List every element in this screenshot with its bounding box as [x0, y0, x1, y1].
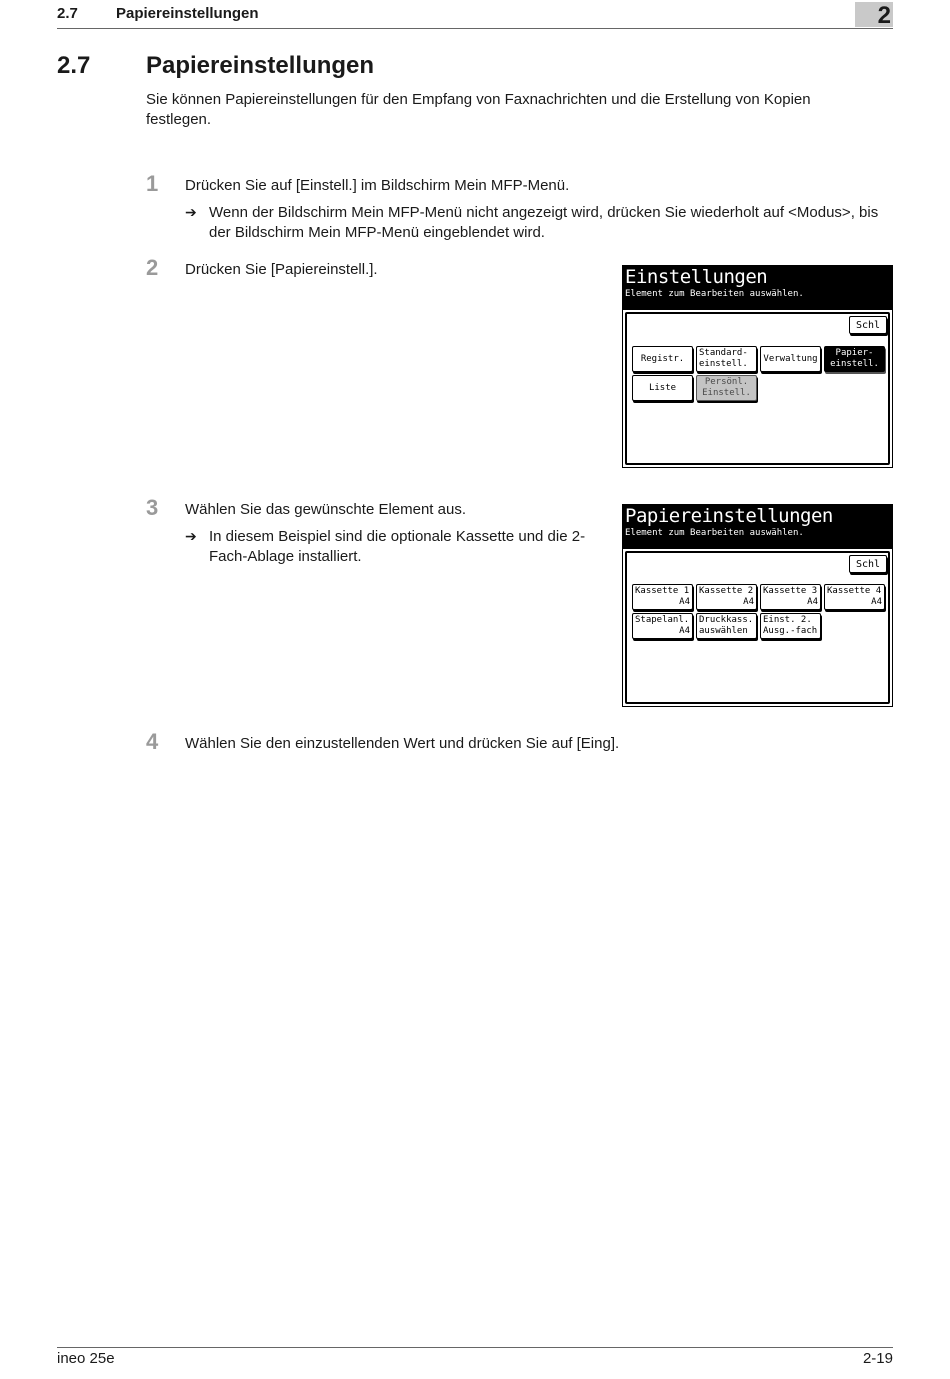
kassette-1-button[interactable] — [632, 584, 693, 610]
paper-size-label: A4 — [807, 597, 818, 607]
arrow-icon: ➔ — [185, 528, 197, 544]
step-number: 1 — [146, 171, 159, 196]
section-intro: Sie können Papiereinstellungen für den Empfang von Faxnachrichten und die Erstellung von Kopien festlegen. — [146, 91, 811, 128]
button-label: Papier- — [835, 348, 874, 358]
stapelanlage-button[interactable] — [632, 613, 693, 639]
screen-panel — [625, 312, 890, 465]
registr-button[interactable]: Registr. — [632, 346, 693, 372]
paper-size-label: A4 — [871, 597, 882, 607]
button-label: auswählen — [699, 626, 748, 636]
button-label: Persönl. — [704, 377, 749, 387]
button-label: Stapelanl. — [635, 615, 690, 625]
button-label: Kassette 3 — [763, 586, 818, 596]
screen-header — [623, 266, 892, 310]
step-number: 4 — [146, 729, 159, 754]
step-text: Drücken Sie [Papiereinstell.]. — [185, 261, 378, 278]
button-label: einstell. — [830, 359, 879, 369]
papier-einstell-button[interactable] — [824, 346, 885, 372]
chapter-number: 2 — [877, 2, 891, 29]
button-label: Einstell. — [702, 388, 751, 398]
kassette-3-button[interactable] — [760, 584, 821, 610]
footer-product: ineo 25e — [57, 1350, 115, 1367]
screen-title: Papiereinstellungen — [625, 505, 833, 527]
button-label: Standard- — [699, 348, 748, 358]
paper-size-label: A4 — [679, 626, 690, 636]
step-text: Wählen Sie das gewünschte Element aus. — [185, 501, 466, 518]
button-label: Einst. 2. — [763, 615, 812, 625]
button-label: Druckkass. — [699, 615, 754, 625]
kassette-4-button[interactable] — [824, 584, 885, 610]
device-screen-einstellungen — [622, 265, 893, 468]
header-divider — [57, 28, 893, 29]
chapter-tab — [855, 2, 893, 27]
standard-einstell-button[interactable] — [696, 346, 757, 372]
kassette-2-button[interactable] — [696, 584, 757, 610]
step-note: In diesem Beispiel sind die optionale Kassette und die 2-Fach-Ablage installiert. — [209, 528, 586, 565]
persoenl-einstell-button[interactable] — [696, 375, 757, 401]
section-title: Papiereinstellungen — [146, 52, 375, 79]
einst-2-ausgabefach-button[interactable] — [760, 613, 821, 639]
screen-panel — [625, 551, 890, 704]
screen-title: Einstellungen — [625, 266, 768, 288]
step-text: Drücken Sie auf [Einstell.] im Bildschirm Mein MFP-Menü. — [185, 177, 570, 194]
step-number: 3 — [146, 495, 159, 520]
step-text: Wählen Sie den einzustellenden Wert und drücken Sie auf [Eing]. — [185, 735, 620, 752]
screen-subtitle: Element zum Bearbeiten auswählen. — [625, 289, 804, 299]
running-header-title: Papiereinstellungen — [116, 5, 259, 22]
button-label: Ausg.-fach — [763, 626, 818, 636]
liste-button[interactable]: Liste — [632, 375, 693, 401]
button-label: Kassette 2 — [699, 586, 754, 596]
close-button[interactable]: Schl — [849, 316, 887, 334]
verwaltung-button[interactable]: Verwaltung — [760, 346, 821, 372]
screen-subtitle: Element zum Bearbeiten auswählen. — [625, 528, 804, 538]
paper-size-label: A4 — [679, 597, 690, 607]
step-note: Wenn der Bildschirm Mein MFP-Menü nicht angezeigt wird, drücken Sie wiederholt auf <Modus>, bis der Bildschirm Mein MFP-Menü eingeblendet wird. — [209, 204, 879, 241]
device-screen-papiereinstellungen — [622, 504, 893, 707]
druckkassette-auswaehlen-button[interactable] — [696, 613, 757, 639]
button-label: Kassette 1 — [635, 586, 690, 596]
section-number: 2.7 — [57, 52, 91, 79]
footer-divider — [57, 1347, 893, 1348]
step-number: 2 — [146, 255, 159, 280]
running-header-number: 2.7 — [57, 5, 78, 22]
paper-size-label: A4 — [743, 597, 754, 607]
footer-page-number: 2-19 — [862, 1350, 893, 1367]
button-label: einstell. — [699, 359, 748, 369]
button-label: Kassette 4 — [827, 586, 882, 596]
close-button[interactable]: Schl — [849, 555, 887, 573]
arrow-icon: ➔ — [185, 204, 197, 220]
screen-header — [623, 505, 892, 549]
